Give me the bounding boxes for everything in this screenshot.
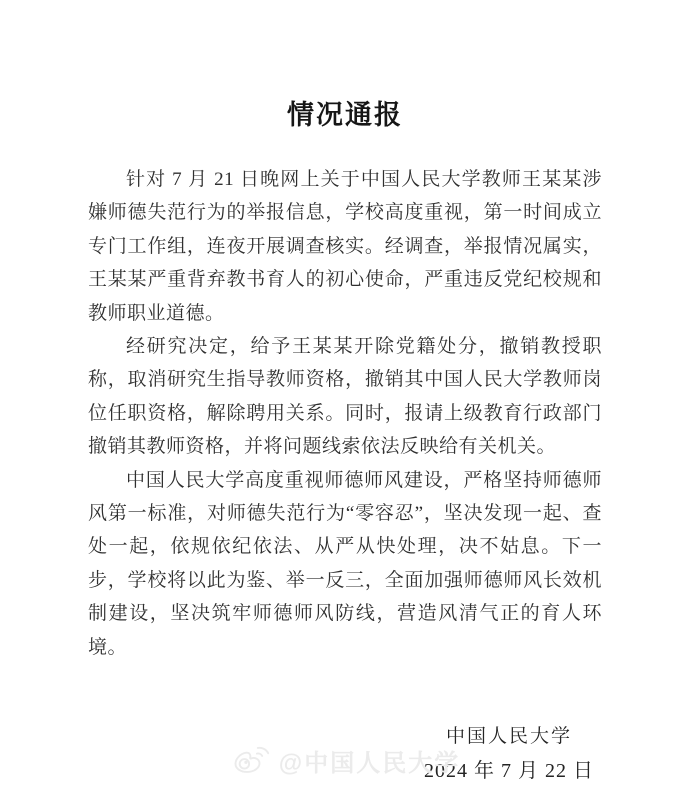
weibo-icon — [230, 744, 272, 778]
signature-date: 2024 年 7 月 22 日 — [424, 760, 594, 783]
signature-organization: 中国人民大学 — [445, 726, 572, 748]
signature-block — [424, 719, 594, 787]
body-paragraph-1: 针对 7 月 21 日晚网上关于中国人民大学教师王某某涉嫌师德失范行为的举报信息，学校高度重视，第一时间成立专门工作组，连夜开展调查核实。经调查，举报情况属实，王某某严重背弃教书育人的初心使命，严重违反党纪校规和教师职业道德。 — [88, 169, 602, 324]
watermark-handle: @中国人民大学 — [278, 750, 461, 777]
document-body — [88, 163, 602, 664]
body-paragraph-2: 经研究决定，给予王某某开除党籍处分，撤销教授职称，取消研究生指导教师资格，撤销其中国人民大学教师岗位任职资格，解除聘用关系。同时，报请上级教育行政部门撤销其教师资格，并将问题线索依法反映给有关机关。 — [88, 336, 602, 458]
document-title: 情况通报 — [287, 100, 403, 130]
body-paragraph-3: 中国人民大学高度重视师德师风建设，严格坚持师德师风第一标准，对师德失范行为“零容忍”，坚决发现一起、查处一起，依规依纪依法、从严从快处理，决不姑息。下一步，学校将以此为鉴、举一反三，全面加强师德师风长效机制建设，坚决筑牢师德师风防线，营造风清气正的育人环境。 — [88, 469, 602, 658]
